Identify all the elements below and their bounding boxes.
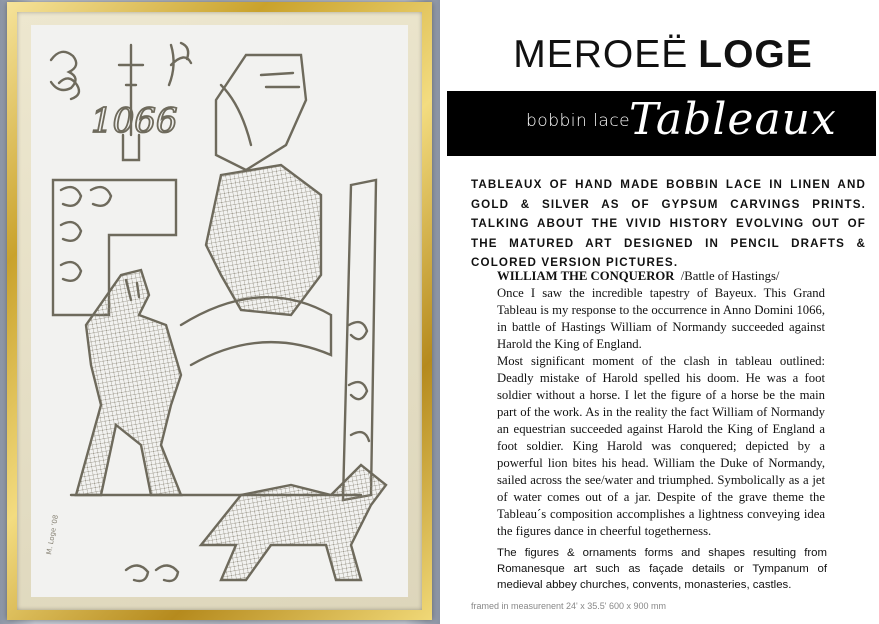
lace-drawing-svg [31, 25, 408, 597]
gold-frame [7, 2, 432, 620]
lace-drawing [31, 25, 408, 597]
lion-shape [206, 165, 321, 315]
horse-shape [201, 465, 386, 580]
story-paragraph-1: Once I saw the incredible tapestry of Bayeux. This Grand Tableau is my response to the occurrence in Anno Domini 1066, in battle of Hastings William of Normandy succeeded against Harold the King of England. [497, 286, 825, 351]
banner-subtitle: bobbin lace [526, 111, 631, 131]
title-banner [447, 91, 876, 156]
story-title: WILLIAM THE CONQUEROR [497, 269, 675, 283]
story-heading [497, 268, 825, 285]
plant-shape [169, 43, 191, 85]
closing-text: The figures & ornaments forms and shapes resulting from Romanesque art such as façade details or Tympanum of medieval abbey churches, convents, monasteries, castles. [497, 547, 827, 591]
brand-first-name: MEROEË [513, 33, 689, 76]
scroll-ornament [126, 565, 178, 581]
story-paragraph-2: Most significant moment of the clash in tableau outlined: Deadly mistake of Harold spelled his doom. He was a foot soldier without a horse. I let the figure of a horse be the main part of the work. As in the reality the fact William of Normandy an equestrian succeeded against Harold the King of England a foot soldier. King Harold was conquered; depicted by a powerful lion bites his head. William the Duke of Normandy, sailed across the see/water and triumphed. Symbolically as a jet of water comes out of a jar. Despite of the grave theme the Tableau´s composition accomplishes a lightness conveying idea the figures dance in cheerful togetherness. [497, 354, 825, 538]
story-text [497, 268, 825, 540]
brand-last-name: LOGE [698, 33, 813, 76]
artist-signature: M. Loge '08 [45, 514, 60, 556]
story-subtitle: /Battle of Hastings/ [680, 269, 780, 283]
frame-inner [17, 12, 422, 610]
banner-title: Tableaux [629, 94, 837, 145]
scroll-ornament [51, 52, 76, 90]
year-ornament: 1066 [91, 101, 178, 141]
warrior-figure [76, 270, 181, 495]
tagline: TABLEAUX OF HAND MADE BOBBIN LACE IN LINEN AND GOLD & SILVER AS OF GYPSUM CARVINGS PRINTS. TALKING ABOUT THE VIVID HISTORY EVOLVING OUT OF THE MATURED ART DESIGNED IN PENCIL DRAFTS & COLORED VERSION PICTURES. [471, 178, 866, 269]
framed-size: framed in measurenent 24' x 35.5' 600 x 900 mm [471, 601, 667, 611]
brand-title [447, 30, 879, 80]
